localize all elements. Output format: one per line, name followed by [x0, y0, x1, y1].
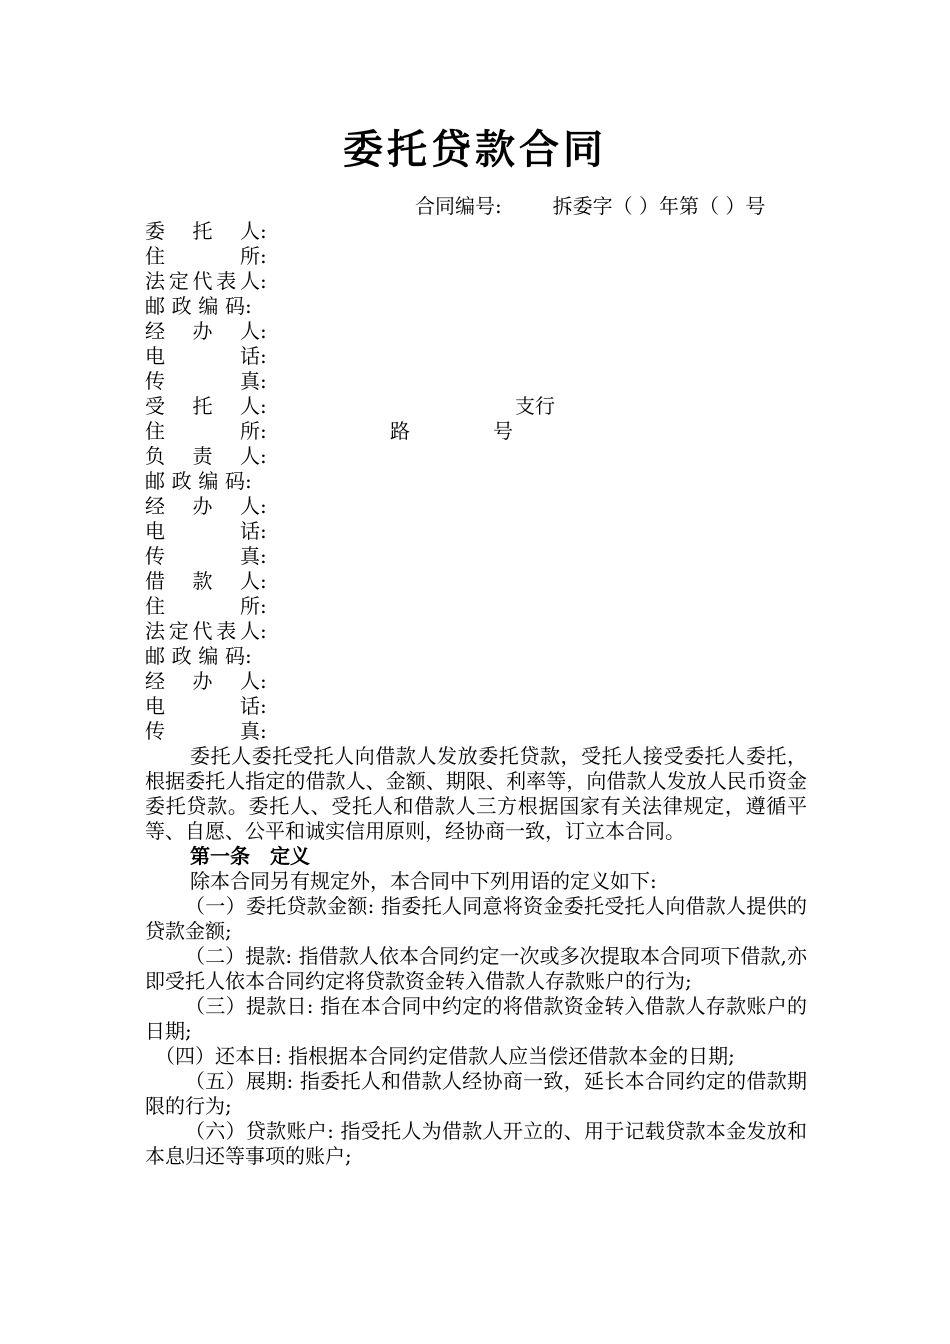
party-label: 委托人 — [145, 219, 260, 243]
party-label: 电话 — [145, 519, 260, 543]
party-label: 经办人 — [145, 494, 260, 518]
party-label: 邮政编码 — [145, 294, 245, 318]
party-line: 邮政编码: — [145, 294, 252, 318]
party-line: 传真: — [145, 719, 267, 743]
number-suffix: 号 — [493, 419, 513, 443]
definition-item: （五）展期: 指委托人和借款人经协商一致，延长本合同约定的借款期限的行为; — [145, 1069, 807, 1118]
definition-item: （六）贷款账户: 指受托人为借款人开立的、用于记载贷款本金发放和本息归还等事项的账户; — [145, 1119, 807, 1168]
party-label: 法定代表人 — [145, 269, 260, 293]
definition-item: （二）提款: 指借款人依本合同约定一次或多次提取本合同项下借款,亦即受托人依本合同约定将贷款资金转入借款人存款账户的行为; — [145, 944, 807, 993]
party-line: 住所: 路 号 — [145, 419, 513, 443]
article-intro: 除本合同另有规定外，本合同中下列用语的定义如下: — [190, 869, 657, 893]
party-info-block — [145, 219, 825, 744]
party-label: 受托人 — [145, 394, 260, 418]
party-label: 经办人 — [145, 319, 260, 343]
party-line: 法定代表人: — [145, 269, 267, 293]
party-label: 传真 — [145, 719, 260, 743]
party-line: 电话: — [145, 694, 267, 718]
party-line: 法定代表人: — [145, 619, 267, 643]
contract-number-value: 拆委字（ ）年第（ ）号 — [552, 194, 766, 218]
party-label: 电话 — [145, 694, 260, 718]
preamble-paragraph: 委托人委托受托人向借款人发放委托贷款，受托人接受委托人委托，根据委托人指定的借款人、金额、期限、利率等，向借款人发放人民币资金委托贷款。委托人、受托人和借款人三方根据国家有关法律规定，遵循平等、自愿、公平和诚实信用原则，经协商一致，订立本合同。 — [145, 744, 807, 843]
party-line: 借款人: — [145, 569, 267, 593]
contract-number-label: 合同编号: — [415, 194, 502, 218]
definition-item: （三）提款日: 指在本合同中约定的将借款资金转入借款人存款账户的日期; — [145, 994, 807, 1043]
party-line: 传真: — [145, 544, 267, 568]
article-heading: 第一条 定义 — [190, 844, 310, 868]
party-label: 负责人 — [145, 444, 260, 468]
party-label: 住所 — [145, 594, 260, 618]
contract-number-line — [415, 194, 765, 219]
party-line: 负责人: — [145, 444, 267, 468]
party-line: 住所: — [145, 244, 267, 268]
party-label: 邮政编码 — [145, 644, 245, 668]
party-label: 借款人 — [145, 569, 260, 593]
definition-item: （四）还本日: 指根据本合同约定借款人应当偿还借款本金的日期; — [155, 1044, 735, 1068]
party-label: 经办人 — [145, 669, 260, 693]
party-line: 邮政编码: — [145, 469, 252, 493]
party-label: 传真 — [145, 369, 260, 393]
contract-body — [145, 744, 807, 1169]
party-line: 传真: — [145, 369, 267, 393]
party-label: 邮政编码 — [145, 469, 245, 493]
party-label: 法定代表人 — [145, 619, 260, 643]
party-line: 经办人: — [145, 319, 267, 343]
document-title: 委托贷款合同 — [343, 126, 607, 173]
party-line: 邮政编码: — [145, 644, 252, 668]
party-line: 经办人: — [145, 494, 267, 518]
party-line: 住所: — [145, 594, 267, 618]
party-line: 受托人: 支行 — [145, 394, 555, 418]
party-label: 住所 — [145, 244, 260, 268]
party-line: 经办人: — [145, 669, 267, 693]
branch-suffix: 支行 — [515, 394, 555, 418]
party-label: 传真 — [145, 544, 260, 568]
definition-item: （一）委托贷款金额: 指委托人同意将资金委托受托人向借款人提供的贷款金额; — [145, 894, 807, 943]
party-line: 电话: — [145, 519, 267, 543]
party-label: 住所 — [145, 419, 260, 443]
party-line: 委托人: — [145, 219, 267, 243]
party-label: 电话 — [145, 344, 260, 368]
party-line: 电话: — [145, 344, 267, 368]
road-suffix: 路 — [390, 419, 410, 443]
